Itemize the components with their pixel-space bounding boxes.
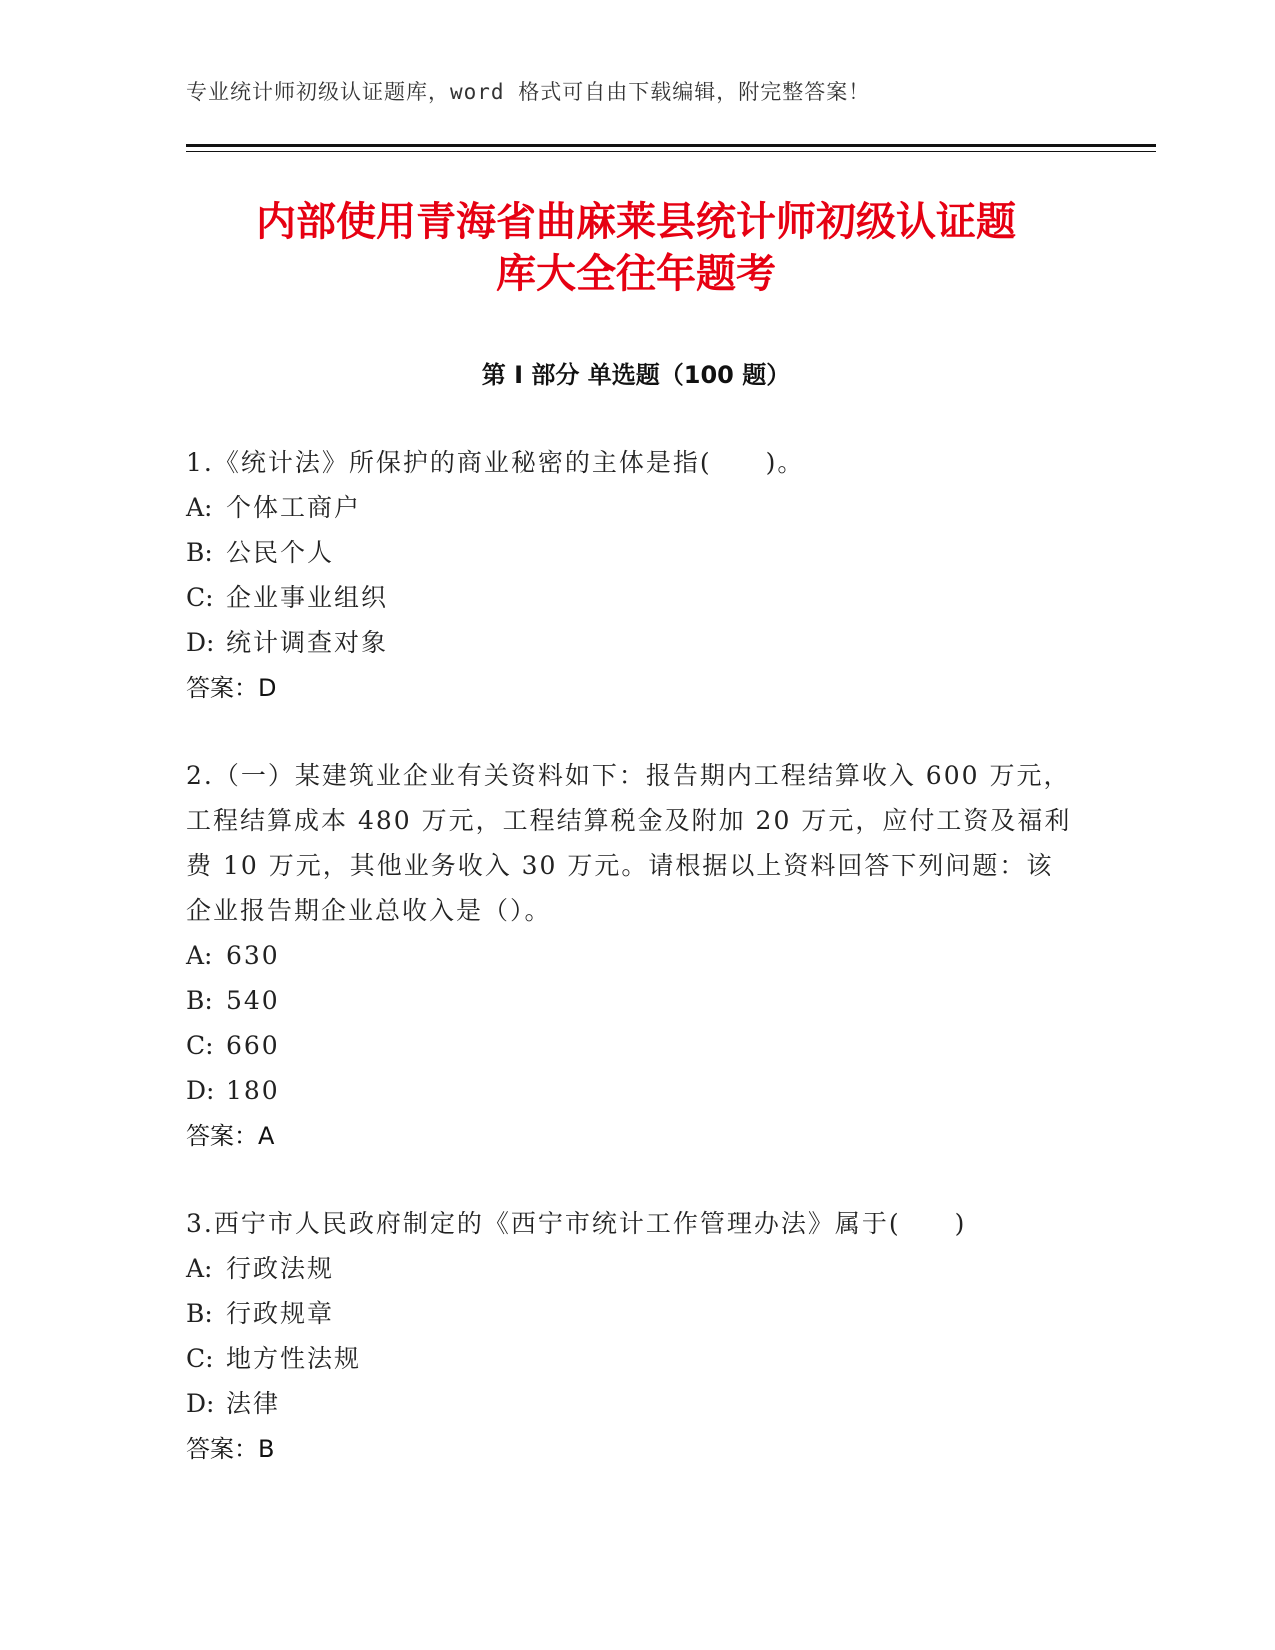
question-3: [186, 1201, 1076, 1472]
option-d: [186, 620, 1076, 665]
header-note: 专业统计师初级认证题库，word 格式可自由下载编辑，附完整答案！: [186, 80, 871, 104]
option-d: [186, 1068, 1076, 1113]
option-text: 地方性法规: [226, 1344, 362, 1373]
option-c: [186, 1336, 1076, 1381]
option-letter: B:: [186, 986, 213, 1015]
option-letter: A:: [186, 1254, 213, 1283]
option-letter: B:: [186, 538, 213, 567]
option-a: [186, 485, 1076, 530]
option-b: [186, 530, 1076, 575]
question-1: [186, 440, 1076, 711]
document-title-line-2: 库大全往年题考: [496, 251, 776, 297]
option-text: 540: [226, 986, 280, 1015]
option-letter: C:: [186, 583, 214, 612]
option-text: 180: [226, 1076, 280, 1105]
question-stem: 3.西宁市人民政府制定的《西宁市统计工作管理办法》属于( ): [186, 1209, 967, 1238]
question-stem: 1.《统计法》所保护的商业秘密的主体是指( )。: [186, 448, 805, 477]
option-text: 统计调查对象: [226, 628, 389, 657]
question-list: [186, 440, 1076, 1514]
option-letter: D:: [186, 1389, 215, 1418]
option-letter: A:: [186, 493, 213, 522]
question-stem: 2.（一）某建筑业企业有关资料如下：报告期内工程结算收入 600 万元，工程结算成本 480 万元，工程结算税金及附加 20 万元，应付工资及福利费 10 万元，其他业务收入 30 万元。请根据以上资料回答下列问题：该企业报告期企业总收入是（）。: [186, 761, 1072, 925]
option-text: 个体工商户: [226, 493, 362, 522]
option-letter: C:: [186, 1031, 214, 1060]
option-letter: C:: [186, 1344, 214, 1373]
option-a: [186, 1246, 1076, 1291]
document-title: [186, 196, 1086, 300]
document-title-line-1: 内部使用青海省曲麻莱县统计师初级认证题: [256, 199, 1016, 245]
option-text: 企业事业组织: [226, 583, 389, 612]
option-letter: B:: [186, 1299, 213, 1328]
option-c: [186, 1023, 1076, 1068]
answer-line: 答案：B: [186, 1435, 275, 1463]
option-text: 法律: [226, 1389, 281, 1418]
option-d: [186, 1381, 1076, 1426]
option-a: [186, 933, 1076, 978]
option-letter: D:: [186, 628, 215, 657]
option-text: 630: [226, 941, 280, 970]
option-c: [186, 575, 1076, 620]
option-text: 行政规章: [226, 1299, 335, 1328]
question-2: [186, 753, 1076, 1159]
option-text: 660: [226, 1031, 280, 1060]
section-title: 第 I 部分 单选题（100 题）: [481, 361, 791, 389]
option-letter: A:: [186, 941, 213, 970]
option-text: 公民个人: [226, 538, 335, 567]
header-rule-thin: [186, 151, 1156, 152]
option-b: [186, 1291, 1076, 1336]
answer-line: 答案：A: [186, 1122, 275, 1150]
option-letter: D:: [186, 1076, 215, 1105]
option-text: 行政法规: [226, 1254, 335, 1283]
answer-line: 答案：D: [186, 674, 277, 702]
option-b: [186, 978, 1076, 1023]
header-rule-thick: [186, 144, 1156, 147]
